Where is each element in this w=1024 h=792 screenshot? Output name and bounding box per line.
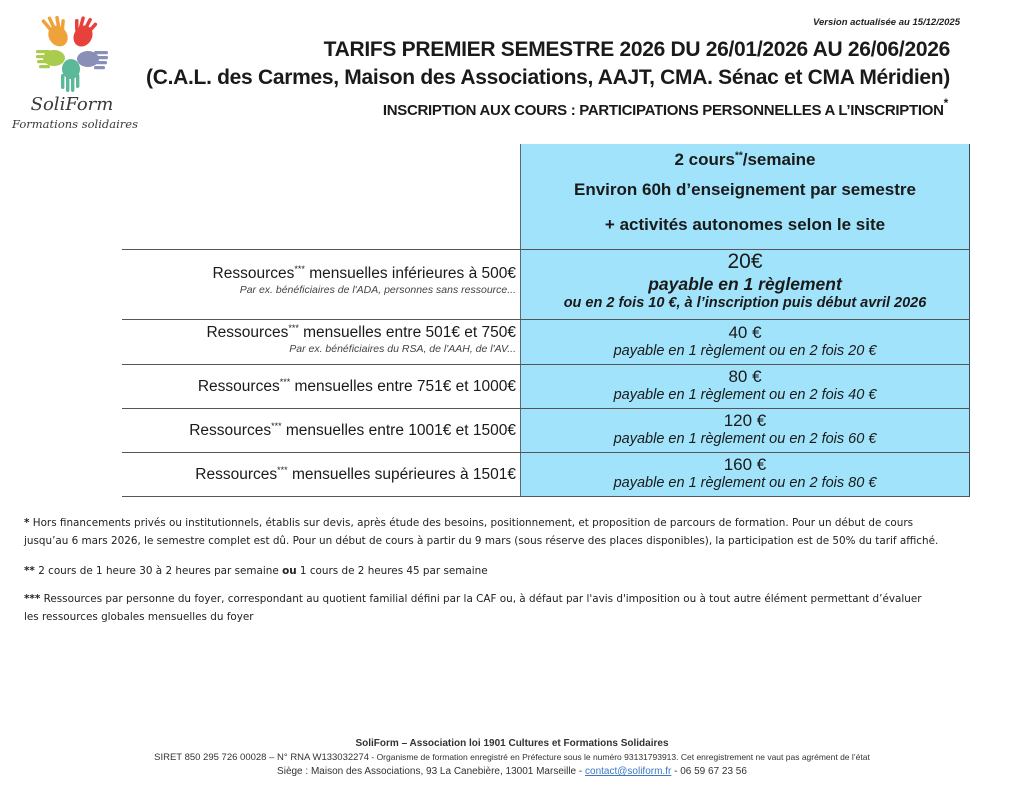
footnote-2-text-pre: 2 cours de 1 heure 30 à 2 heures par semaine xyxy=(38,565,283,577)
label-pre: Ressources xyxy=(195,466,278,484)
row-label xyxy=(122,465,516,484)
label-post: mensuelles entre 751€ et 1000€ xyxy=(290,378,516,396)
payment-terms: payable en 1 règlement xyxy=(648,274,842,294)
row-label xyxy=(122,264,516,296)
label-pre: Ressources xyxy=(197,378,280,396)
row-price-cell xyxy=(520,320,970,365)
row-sublabel: Par ex. bénéficiaires du RSA, de l'AAH, de l'AV... xyxy=(289,343,516,356)
payment-extra: ou en 2 fois 10 €, à l’inscription puis début avril 2026 xyxy=(563,295,927,311)
payment-terms: payable en 1 règlement ou en 2 fois 20 € xyxy=(613,343,877,359)
footer-address-text: Siège : Maison des Associations, 93 La Canebière, 13001 Marseille - xyxy=(277,766,586,777)
footnote-2-text-post: 1 cours de 2 heures 45 par semaine xyxy=(296,565,488,577)
soliform-logo xyxy=(12,14,139,136)
price: 20€ xyxy=(727,250,763,273)
footnote-mark: *** xyxy=(294,264,305,274)
price: 120 € xyxy=(723,411,767,430)
price: 80 € xyxy=(728,367,762,386)
table-row xyxy=(122,249,970,320)
footnote-3 xyxy=(24,590,1014,626)
row-label-main xyxy=(122,465,516,484)
label-post: mensuelles entre 501€ et 750€ xyxy=(298,324,516,342)
label-post: mensuelles supérieures à 1501€ xyxy=(287,466,516,484)
label-pre: Ressources xyxy=(206,324,289,342)
row-label-main xyxy=(122,264,516,283)
footnote-3-line1: Ressources par personne du foyer, correspondant au quotient familial défini par la CAF ou, à défaut par l'avis d'imposition ou à tout autre élément permettant d’évaluer xyxy=(43,593,922,605)
column-header-line3: + activités autonomes selon le site xyxy=(604,215,886,234)
page-title: TARIFS PREMIER SEMESTRE 2026 DU 26/01/2026 AU 26/06/2026 xyxy=(323,38,950,61)
footnote-2 xyxy=(24,562,1014,580)
label-post: mensuelles inférieures à 500€ xyxy=(304,265,516,283)
payment-terms: payable en 1 règlement ou en 2 fois 60 € xyxy=(613,431,877,447)
version-date: Version actualisée au 15/12/2025 xyxy=(813,17,960,28)
hand-green xyxy=(61,59,80,92)
footnote-mark: *** xyxy=(288,323,299,333)
footnote-mark: * xyxy=(24,517,30,529)
row-label-main xyxy=(122,377,516,396)
hand-orange xyxy=(41,16,72,51)
row-label xyxy=(122,377,516,396)
footnote-mark: *** xyxy=(279,377,291,387)
column-header-line2: Environ 60h d’enseignement par semestre xyxy=(573,180,916,199)
table-row xyxy=(122,364,970,409)
table-row xyxy=(122,452,970,497)
payment-terms: payable en 1 règlement ou en 2 fois 40 € xyxy=(613,387,877,403)
row-price-cell xyxy=(520,250,970,320)
footnote-2-or: ou xyxy=(282,565,297,577)
row-label xyxy=(122,421,516,440)
footer-ids xyxy=(0,752,1024,763)
hand-lime xyxy=(36,50,65,68)
footnote-mark: * xyxy=(943,96,948,110)
hand-red xyxy=(70,16,98,50)
row-label-main xyxy=(122,421,516,440)
footer-registration: - Organisme de formation enregistré en Préfecture sous le numéro 93131793913. Cet enregistrement ne vaut pas agrément de l’état xyxy=(369,752,870,762)
row-label-main xyxy=(122,323,516,342)
footer-org: SoliForm – Association loi 1901 Cultures et Formations Solidaires xyxy=(355,738,669,749)
per-week: /semaine xyxy=(742,150,816,169)
logo-name: SoliForm xyxy=(30,94,114,115)
hands-icon xyxy=(36,14,108,92)
subtitle-text: INSCRIPTION AUX COURS : PARTICIPATIONS PERSONNELLES A L’INSCRIPTION xyxy=(382,102,944,119)
label-pre: Ressources xyxy=(189,422,272,440)
hand-slate xyxy=(77,51,108,69)
price: 160 € xyxy=(723,455,767,474)
table-row xyxy=(122,319,970,365)
footnote-mark: *** xyxy=(277,465,288,475)
footnote-1-line1: Hors financements privés ou institutionnels, établis sur devis, après étude des besoins, positionnement, et proposition de parcours de formation. Pour un début de cours xyxy=(32,517,914,529)
footer-siret-rna: SIRET 850 295 726 00028 – N° RNA W133032274 xyxy=(154,752,370,763)
row-price-cell xyxy=(520,453,970,497)
footnote-1-line2: jusqu’au 6 mars 2026, le semestre complet est dû. Pour un début de cours à partir du 9 mars (sous réserve des places disponibles), la participation est de 50% du tarif affiché. xyxy=(24,535,939,547)
payment-terms: payable en 1 règlement ou en 2 fois 80 € xyxy=(613,475,877,491)
label-post: mensuelles entre 1001€ et 1500€ xyxy=(281,422,516,440)
row-price-cell xyxy=(520,365,970,409)
label-pre: Ressources xyxy=(212,265,295,283)
sites-list: (C.A.L. des Carmes, Maison des Associations, AAJT, CMA. Sénac et CMA Méridien) xyxy=(146,66,950,89)
row-label xyxy=(122,323,516,355)
footnote-mark: *** xyxy=(24,593,41,605)
logo-tagline: Formations solidaires xyxy=(12,117,139,131)
footnote-1 xyxy=(24,514,1014,550)
row-sublabel: Par ex. bénéficiaires de l'ADA, personnes sans ressource... xyxy=(239,284,516,297)
footnote-mark: *** xyxy=(271,421,282,431)
footnote-mark: ** xyxy=(734,150,743,162)
email-link[interactable]: contact@soliform.fr xyxy=(585,766,672,777)
page-subtitle xyxy=(383,98,948,119)
table-row xyxy=(122,408,970,453)
column-header xyxy=(520,144,970,249)
footnote-3-line2: les ressources globales mensuelles du foyer xyxy=(24,611,254,623)
price: 40 € xyxy=(728,323,762,342)
footer-phone: - 06 59 67 23 56 xyxy=(671,766,747,777)
footnote-mark: ** xyxy=(24,565,35,577)
row-price-cell xyxy=(520,409,970,453)
column-header-line1 xyxy=(521,150,969,170)
table-bottom-border xyxy=(122,496,970,497)
courses-count: 2 cours xyxy=(674,150,735,169)
footer-address xyxy=(0,766,1024,777)
